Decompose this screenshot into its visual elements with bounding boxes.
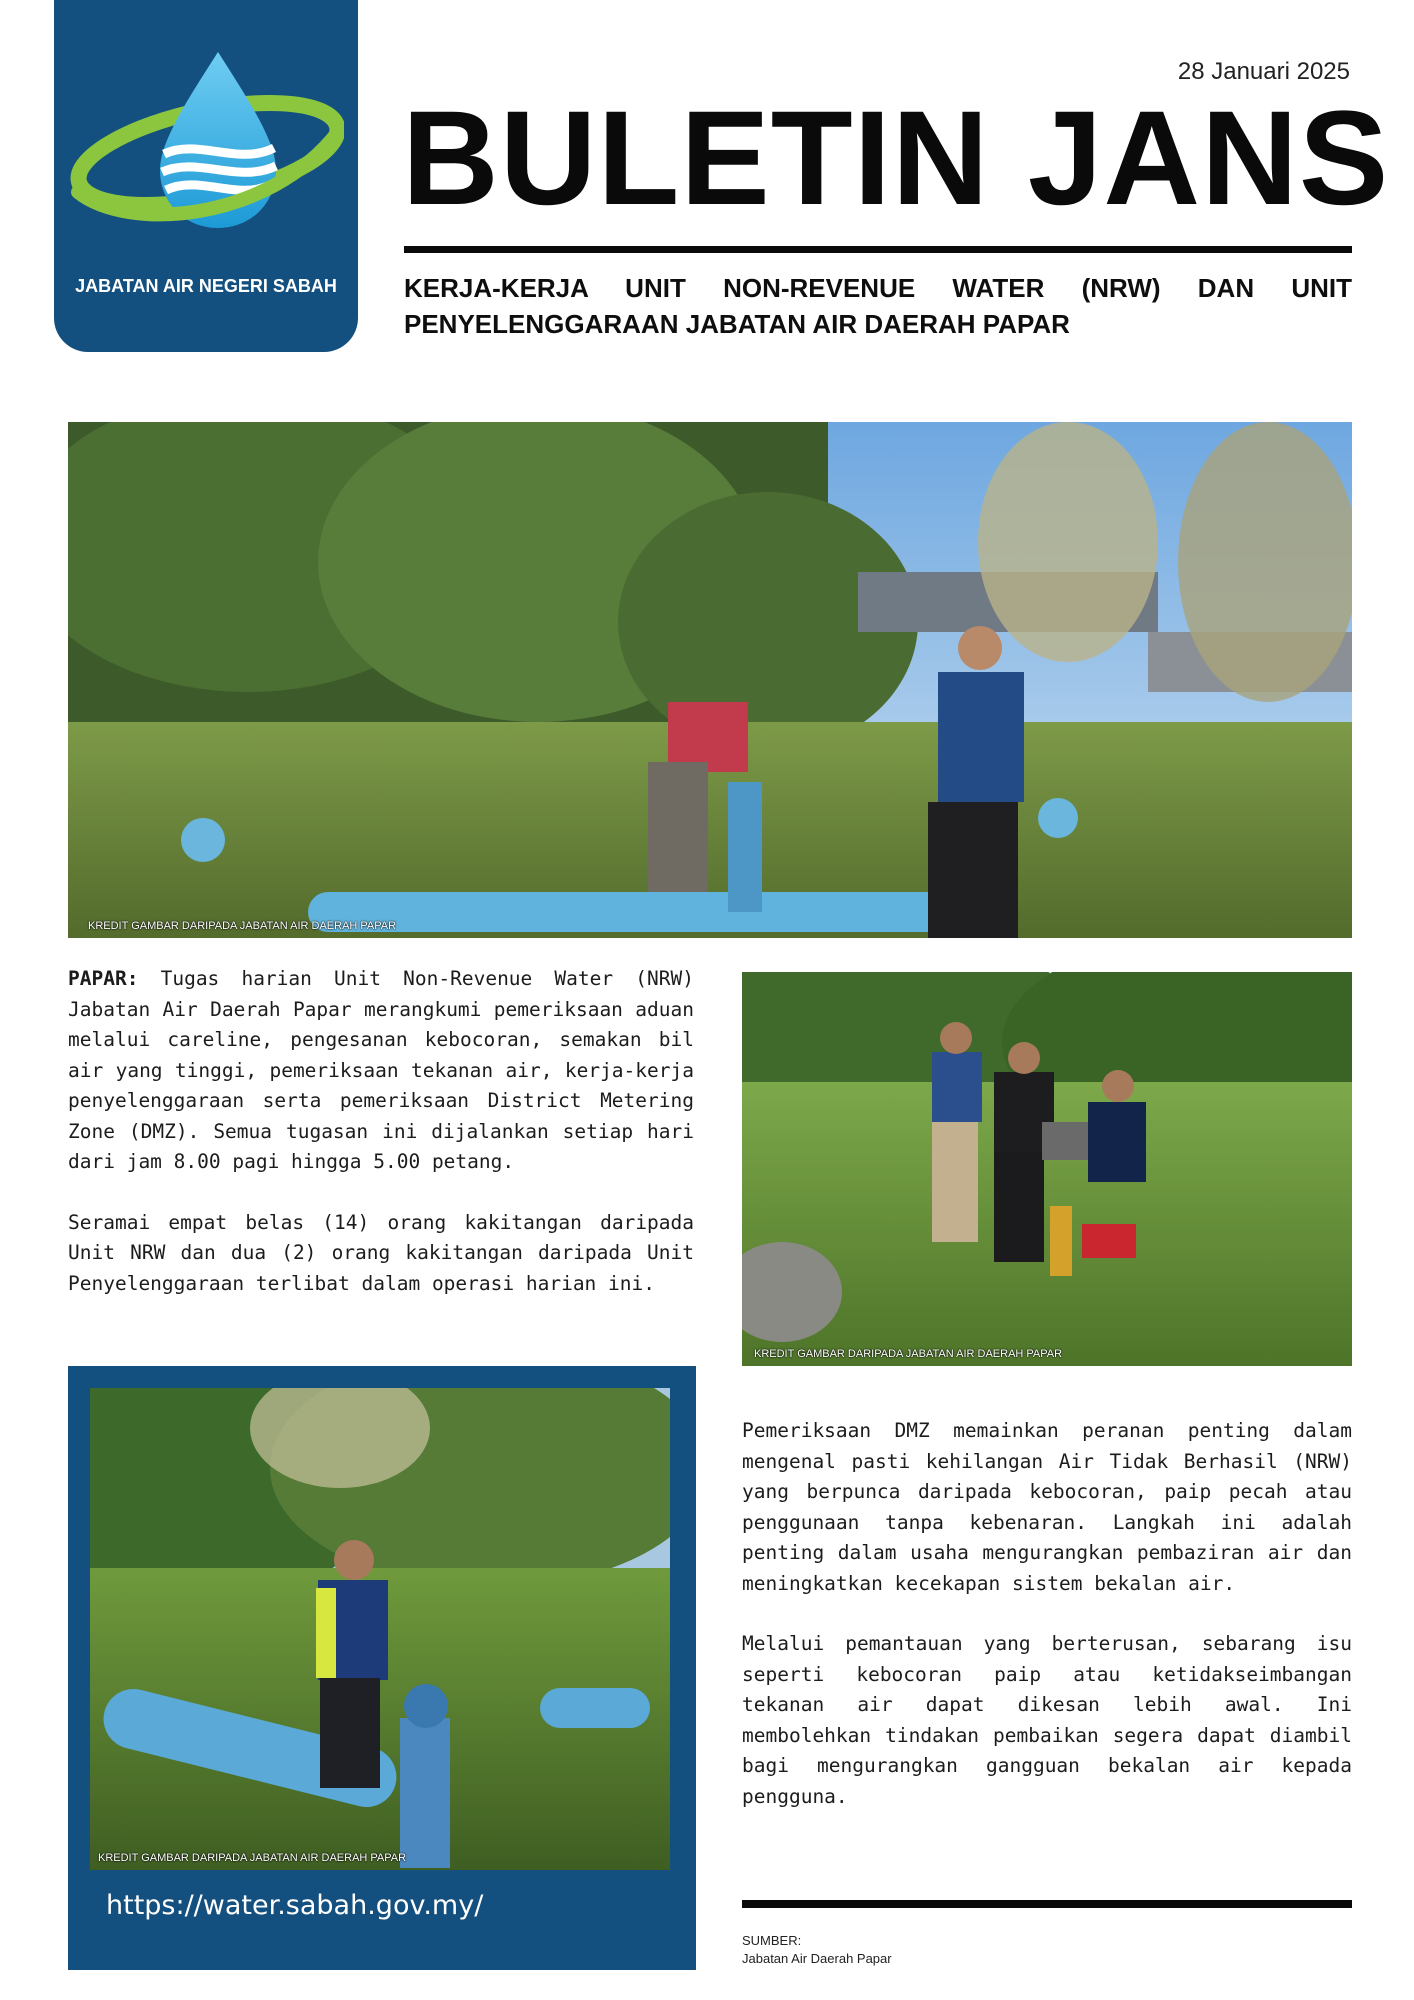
article-right-column [742, 1416, 1352, 1842]
photo-middle-dmz-team [742, 972, 1352, 1366]
article-left-column [68, 964, 694, 1329]
bulletin-title: BULETIN JANS [402, 84, 1390, 233]
article-paragraph-4: Melalui pemantauan yang berterusan, sebarang isu seperti kebocoran paip atau ketidakseimbangan tekanan air dapat dikesan lebih awal. Ini membolehkan tindakan pembaikan segera dapat diambil bagi mengurangkan gangguan bekalan air kepada pengguna. [742, 1632, 1352, 1808]
jans-water-drop-logo-icon [68, 42, 344, 242]
website-link[interactable]: https://water.sabah.gov.my/ [106, 1890, 484, 1921]
logo-block [54, 0, 358, 352]
header-divider [404, 246, 1352, 253]
source-credit [742, 1932, 892, 1968]
logo-caption: JABATAN AIR NEGERI SABAH [75, 276, 337, 296]
source-value: Jabatan Air Daerah Papar [742, 1951, 892, 1966]
article-paragraph-2: Seramai empat belas (14) orang kakitangan daripada Unit NRW dan dua (2) orang kakitangan daripada Unit Penyelenggaraan terlibat dalam operasi harian ini. [68, 1210, 694, 1295]
article-paragraph-1 [68, 964, 694, 1178]
photo-credit-top: KREDIT GAMBAR DARIPADA JABATAN AIR DAERAH PAPAR [88, 920, 397, 932]
footer-divider [742, 1900, 1352, 1908]
bulletin-date: 28 Januari 2025 [1177, 58, 1350, 85]
source-label: SUMBER: [742, 1933, 802, 1948]
photo-top-pipe-inspection [68, 422, 1352, 938]
article-paragraph-3: Pemeriksaan DMZ memainkan peranan penting dalam mengenal pasti kehilangan Air Tidak Berhasil (NRW) yang berpunca daripada kebocoran, paip pecah atau penggunaan tanpa kebenaran. Langkah ini adalah penting dalam usaha mengurangkan pembaziran air dan meningkatkan kecekapan sistem bekalan air. [742, 1419, 1352, 1595]
photo-credit-middle: KREDIT GAMBAR DARIPADA JABATAN AIR DAERAH PAPAR [754, 1348, 1063, 1360]
photo-credit-bottom: KREDIT GAMBAR DARIPADA JABATAN AIR DAERAH PAPAR [98, 1852, 407, 1864]
bulletin-subtitle: KERJA-KERJA UNIT NON-REVENUE WATER (NRW) DAN UNIT PENYELENGGARAAN JABATAN AIR DAERAH PAPAR [404, 273, 1352, 339]
photo-bottom-valve-check [90, 1388, 670, 1870]
article-lead: PAPAR: [68, 967, 139, 990]
article-paragraph-1-text: Tugas harian Unit Non-Revenue Water (NRW) Jabatan Air Daerah Papar merangkumi pemeriksaan aduan melalui careline, pengesanan kebocoran, semakan bil air yang tinggi, pemeriksaan tekanan air, kerja-kerja penyelenggaraan serta pemeriksaan District Metering Zone (DMZ). Semua tugasan ini dijalankan setiap hari dari jam 8.00 pagi hingga 5.00 petang. [68, 967, 694, 1173]
